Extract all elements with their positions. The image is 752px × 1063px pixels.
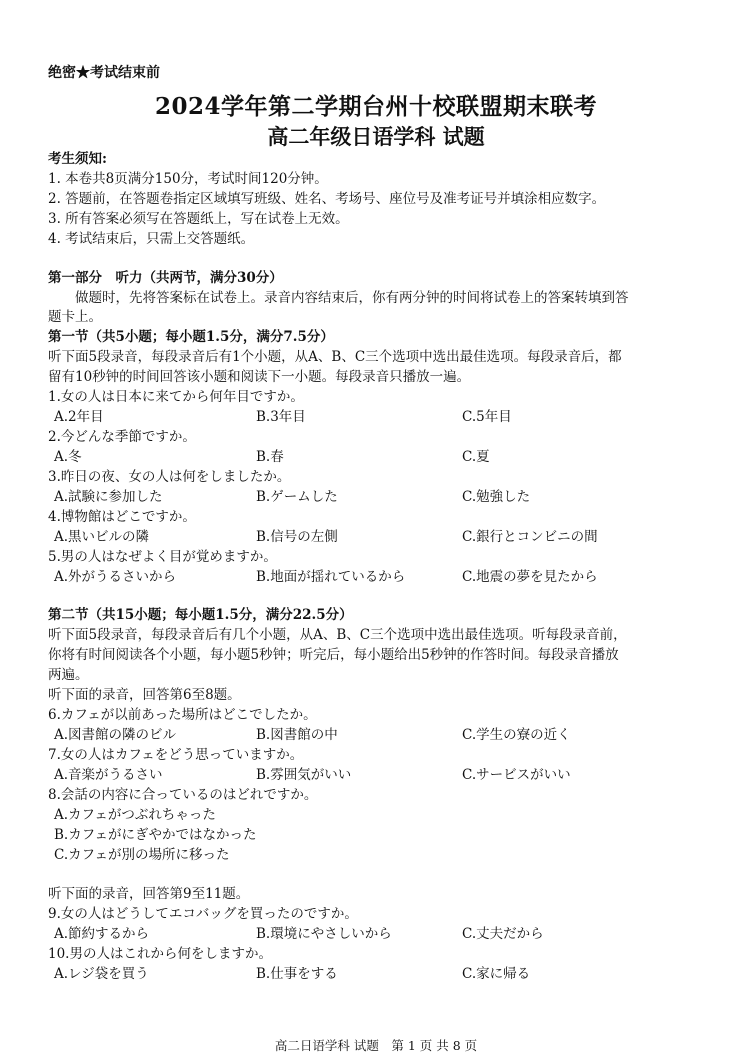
confidential-label: 绝密★考试结束前: [48, 65, 160, 81]
notice-heading: 考生须知:: [48, 151, 107, 167]
option-a: A.図書館の隣のビル: [54, 727, 177, 743]
notice-item: 3. 所有答案必须写在答题纸上，写在试卷上无效。: [48, 211, 349, 227]
notice-item: 4. 考试结束后，只需上交答题纸。: [48, 231, 255, 247]
section2-intro: 你将有时间阅读各个小题，每小题5秒钟；听完后，每小题给出5秒钟的作答时间。每段录音播放: [48, 647, 619, 663]
part1-intro: 做题时，先将答案标在试卷上。录音内容结束后，你有两分钟的时间将试卷上的答案转填到答: [48, 290, 629, 306]
question-9: 9.女の人はどうしてエコバッグを買ったのですか。: [48, 906, 358, 922]
notice-item: 2. 答题前，在答题卷指定区域填写班级、姓名、考场号、座位号及准考证号并填涂相应数字。: [48, 191, 606, 207]
option-b: B.3年目: [256, 409, 306, 425]
section2-intro: 两遍。: [48, 667, 89, 683]
option-c: C.丈夫だから: [462, 926, 544, 942]
option-b: B.春: [256, 449, 284, 465]
part1-intro: 题卡上。: [48, 309, 102, 325]
part1-heading: 第一部分 听力（共两节，满分30分）: [48, 270, 283, 286]
question-6: 6.カフェが以前あった場所はどこでしたか。: [48, 707, 317, 723]
question-2: 2.今どんな季節ですか。: [48, 429, 196, 445]
option-b: B.地面が揺れているから: [256, 569, 406, 585]
option-a: A.音楽がうるさい: [54, 767, 163, 783]
option-b: B.雰囲気がいい: [256, 767, 352, 783]
notice-item: 1. 本卷共8页满分150分，考试时间120分钟。: [48, 171, 328, 187]
group-intro: 听下面的录音，回答第6至8题。: [48, 687, 241, 703]
page-footer: 高二日语学科 试题 第 1 页 共 8 页: [274, 1038, 478, 1053]
section2-intro: 听下面5段录音，每段录音后有几个小题，从A、B、C三个选项中选出最佳选项。听每段录音前，: [48, 627, 627, 643]
question-8: 8.会話の内容に合っているのはどれですか。: [48, 787, 318, 803]
option-a: A.節約するから: [54, 926, 150, 942]
option-a: A.2年目: [54, 409, 104, 425]
option-b: B.図書館の中: [256, 727, 338, 743]
option-c: C.家に帰る: [462, 966, 531, 982]
section1-heading: 第一节（共5小题；每小题1.5分，满分7.5分）: [48, 329, 334, 345]
option-b: B.環境にやさしいから: [256, 926, 392, 942]
option-b: B.仕事をする: [256, 966, 338, 982]
group-intro: 听下面的录音，回答第9至11题。: [48, 886, 250, 902]
option-a: A.冬: [54, 449, 82, 465]
option-c: C.学生の寮の近く: [462, 727, 571, 743]
exam-subtitle: 高二年级日语学科 试题: [267, 124, 485, 149]
option-c: C.地震の夢を見たから: [462, 569, 598, 585]
option-a: A.レジ袋を買う: [54, 966, 149, 982]
option-b: B.カフェがにぎやかではなかった: [54, 827, 257, 843]
question-7: 7.女の人はカフェをどう思っていますか。: [48, 747, 304, 763]
question-1: 1.女の人は日本に来てから何年目ですか。: [48, 389, 304, 405]
question-10: 10.男の人はこれから何をしますか。: [48, 946, 272, 962]
section1-intro: 留有10秒钟的时间回答该小题和阅读下一小题。每段录音只播放一遍。: [48, 369, 471, 385]
option-b: B.信号の左側: [256, 529, 338, 545]
option-c: C.5年目: [462, 409, 512, 425]
section1-intro: 听下面5段录音，每段录音后有1个小题，从A、B、C三个选项中选出最佳选项。每段录音后，都: [48, 349, 622, 365]
option-a: A.カフェがつぶれちゃった: [54, 807, 216, 823]
option-c: C.夏: [462, 449, 490, 465]
exam-title: 2024学年第二学期台州十校联盟期末联考: [154, 93, 597, 120]
question-5: 5.男の人はなぜよく目が覚めますか。: [48, 549, 277, 565]
option-a: A.外がうるさいから: [54, 569, 177, 585]
option-a: A.黒いビルの隣: [54, 529, 150, 545]
option-b: B.ゲームした: [256, 489, 338, 505]
section2-heading: 第二节（共15小题；每小题1.5分，满分22.5分）: [48, 607, 353, 623]
question-4: 4.博物館はどこですか。: [48, 509, 196, 525]
option-c: C.勉強した: [462, 489, 531, 505]
option-c: C.カフェが別の場所に移った: [54, 847, 230, 863]
question-3: 3.昨日の夜、女の人は何をしましたか。: [48, 469, 291, 485]
option-c: C.サービスがいい: [462, 767, 571, 783]
option-c: C.銀行とコンビニの間: [462, 529, 598, 545]
option-a: A.試験に参加した: [54, 489, 163, 505]
